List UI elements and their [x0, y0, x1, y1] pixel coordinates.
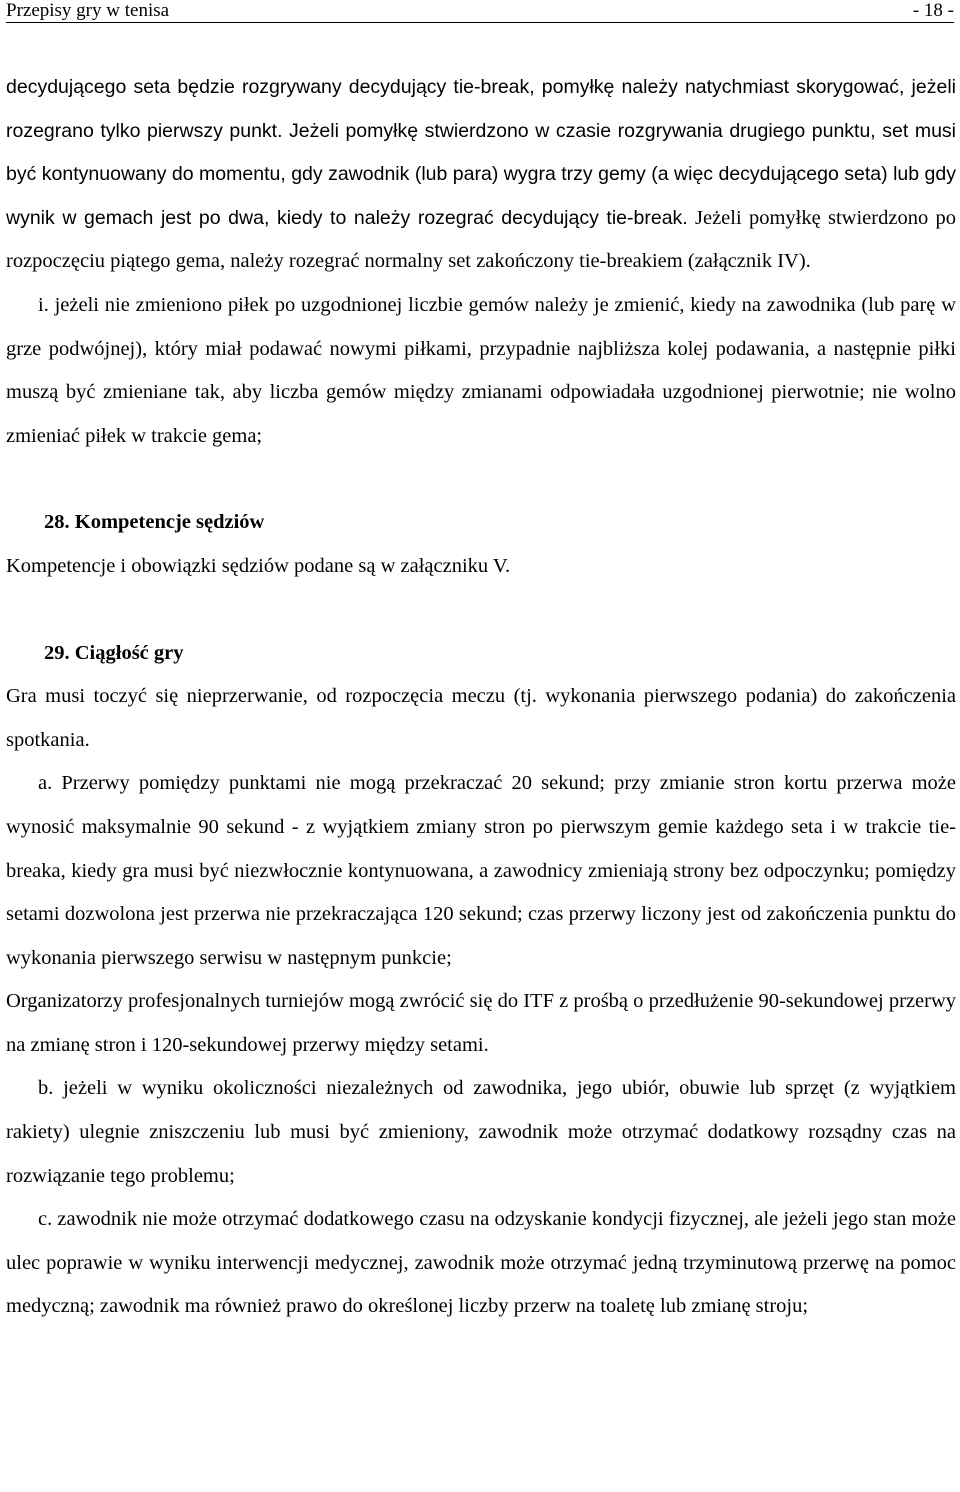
paragraph-tiebreak-error — [6, 66, 956, 284]
paragraph-tiebreak-error-part1: decydującego seta będzie rozgrywany decydujący tie-break, pomyłkę należy natychmiast skorygować, jeżeli rozegrano tylko pierwszy punkt. Jeżeli pomyłkę stwierdzono w czasie rozgrywania drugiego punktu, set musi być kontynuowany do momentu, gdy zawodnik (lub para) wygra trzy gemy (a więc decydującego seta) lub gdy wynik w gemach jest po dwa, kiedy to należy rozegrać decydujący tie-break. — [6, 76, 956, 229]
paragraph-section-29: Gra musi toczyć się nieprzerwanie, od rozpoczęcia meczu (tj. wykonania pierwszego podania) do zakończenia spotkania. — [6, 685, 956, 751]
paragraph-item-c: c. zawodnik nie może otrzymać dodatkowego czasu na odzyskanie kondycji fizycznej, ale jeżeli jego stan może ulec poprawie w wyniku interwencji medycznej, zawodnik może otrzymać jedną trzyminutową przerwę na pomoc medyczną; zawodnik ma również prawo do określonej liczby przerw na toaletę lub zmianę stroju; — [6, 1208, 956, 1318]
paragraph-item-a: a. Przerwy pomiędzy punktami nie mogą przekraczać 20 sekund; przy zmianie stron kortu przerwa może wynosić maksymalnie 90 sekund - z wyjątkiem zmiany stron po pierwszym gemie każdego seta i w trakcie tie-breaka, kiedy gra musi być niezwłocznie kontynuowana, a zawodnicy zmieniają strony bez odpoczynku; pomiędzy setami dozwolona jest przerwa nie przekraczająca 120 sekund; czas przerwy liczony jest od zakończenia punktu do wykonania pierwszego serwisu w następnym punkcie; — [6, 772, 956, 969]
spacer — [6, 589, 956, 632]
document-title: Przepisy gry w tenisa — [6, 0, 170, 21]
paragraph-organizers: Organizatorzy profesjonalnych turniejów mogą zwrócić się do ITF z prośbą o przedłużenie 90-sekundowej przerwy na zmianę stron i 120-sekundowej przerwy między setami. — [6, 990, 956, 1056]
page-number: - 18 - — [912, 0, 954, 21]
paragraph-item-i: i. jeżeli nie zmieniono piłek po uzgodnionej liczbie gemów należy je zmienić, kiedy na zawodnika (lub parę w grze podwójnej), który miał podawać nowymi piłkami, przypadnie najbliższa kolej podawania, a następnie piłki muszą być zmieniane tak, aby liczba gemów między zmianami odpowiadała uzgodnionej pierwotnie; nie wolno zmieniać piłek w trakcie gema; — [6, 293, 956, 447]
paragraph-section-28: Kompetencje i obowiązki sędziów podane są w załączniku V. — [6, 554, 511, 577]
section-heading-29: 29. Ciągłość gry — [44, 641, 184, 664]
spacer — [6, 458, 956, 501]
paragraph-item-b: b. jeżeli w wyniku okoliczności niezależnych od zawodnika, jego ubiór, obuwie lub sprzęt (z wyjątkiem rakiety) ulegnie zniszczeniu lub musi być zmieniony, zawodnik może otrzymać dodatkowy rozsądny czas na rozwiązanie tego problemu; — [6, 1077, 956, 1187]
section-heading-28: 28. Kompetencje sędziów — [44, 511, 265, 534]
document-body — [6, 66, 956, 1329]
page-header — [6, 0, 954, 23]
paragraph-tiebreak-error-part2: Jeżeli pomyłkę stwierdzono po rozpoczęciu piątego gema, należy rozegrać normalny set zakończony tie-breakiem (załącznik IV). — [6, 206, 956, 273]
